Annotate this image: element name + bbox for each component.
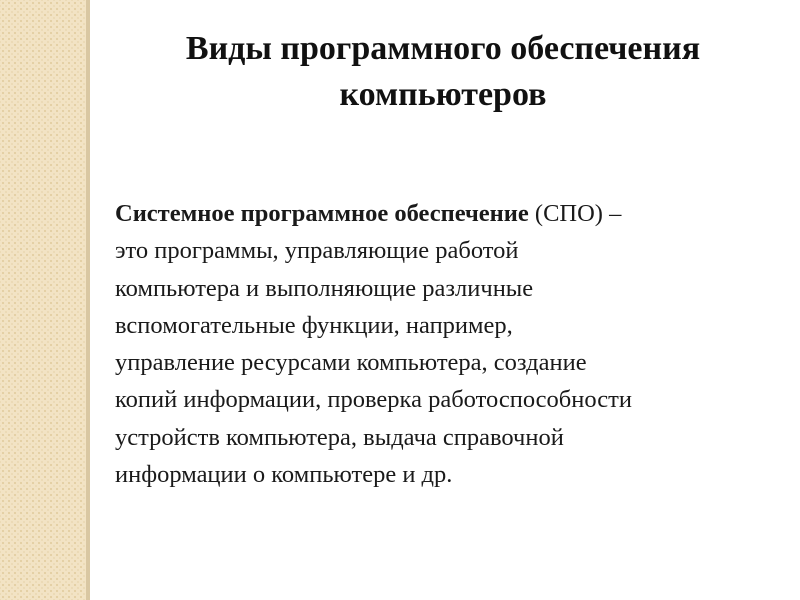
side-band-border: [86, 0, 90, 600]
slide-body-text: [115, 195, 785, 493]
slide-title: [100, 26, 786, 118]
decorative-side-band: [0, 0, 86, 600]
body-line-5: управление ресурсами компьютера, создание: [115, 349, 587, 377]
slide-title-line-1: Виды программного обеспечения: [185, 30, 701, 67]
body-line-1: (СПО) –: [528, 200, 622, 227]
body-line-7: устройств компьютера, выдача справочной: [115, 423, 564, 451]
slide-title-line-2: компьютеров: [339, 76, 547, 113]
body-line-3: компьютера и выполняющие различные: [115, 274, 534, 302]
body-line-2: это программы, управляющие работой: [115, 237, 519, 265]
body-line-4: вспомогательные функции, например,: [115, 311, 513, 339]
body-line-8: информации о компьютере и др.: [115, 461, 453, 489]
defined-term: Системное программное обеспечение: [115, 200, 529, 227]
body-line-6: копий информации, проверка работоспособности: [115, 386, 632, 414]
